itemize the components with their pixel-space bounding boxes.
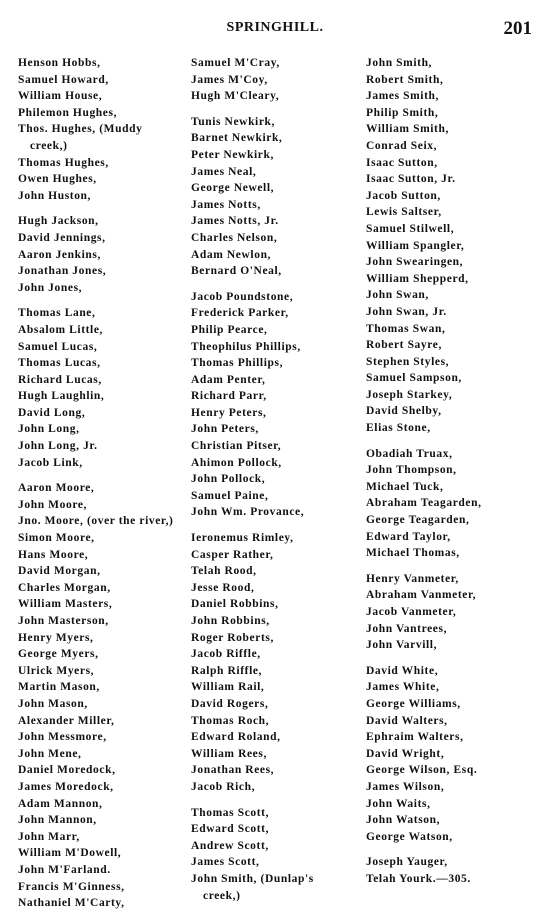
name-entry: Isaac Sutton, [366,156,438,169]
name-entry: John Long, Jr. [18,440,98,453]
name-entry: John Pollock, [191,473,266,486]
name-entry: David Long, [18,406,86,419]
name-entry: John Swan, [366,289,429,302]
name-entry: Bernard O'Neal, [191,265,282,278]
name-entry: Tunis Newkirk, [191,115,276,128]
name-entry: William M'Dowell, [18,847,122,860]
name-column-1 [18,55,176,912]
page-header [0,18,550,42]
name-entry: Thomas Scott, [191,806,270,819]
name-entry: Ephraim Walters, [366,731,464,744]
name-entry: Henry Myers, [18,631,94,644]
name-entry: Robert Sayre, [366,339,442,352]
name-entry: Jacob Sutton, [366,189,441,202]
name-entry: Jacob Poundstone, [191,290,294,303]
name-entry: Thomas Hughes, [18,156,109,169]
name-entry: George Wilson, Esq. [366,764,478,777]
name-entry: Samuel Lucas, [18,340,98,353]
name-entry: Hans Moore, [18,548,89,561]
name-entry: William House, [18,90,103,103]
name-entry: Henson Hobbs, [18,57,101,69]
name-entry: William Rees, [191,747,267,760]
name-entry: James Scott, [191,856,260,869]
name-entry: Edward Roland, [191,731,281,744]
name-entry: Charles Nelson, [191,231,278,244]
group-spacer [366,437,536,446]
name-entry: Martin Mason, [18,681,100,694]
name-entry: Jesse Rood, [191,581,255,594]
name-entry: Samuel Howard, [18,73,109,86]
name-entry: Thomas Swan, [366,322,446,335]
name-entry: Thomas Phillips, [191,357,284,370]
name-entry: Michael Tuck, [366,480,444,493]
name-entry: Lewis Saltser, [366,206,442,219]
name-entry: Charles Morgan, [18,581,111,594]
name-entry: John Robbins, [191,615,270,627]
name-entry: James White, [366,681,440,694]
name-entry: Adam Mannon, [18,797,103,810]
group-spacer [18,471,176,480]
name-entry: David Jennings, [18,231,106,244]
name-entry: Andrew Scott, [191,839,269,852]
name-entry: Isaac Sutton, Jr. [366,173,456,186]
name-entry: John Wm. Provance, [191,506,305,519]
name-entry: Thos. Hughes, (Muddy creek,) [18,123,143,152]
name-entry: John Messmore, [18,731,107,744]
name-entry: John Watson, [366,814,441,827]
name-entry: James Moredock, [18,780,114,793]
name-entry: John Mannon, [18,814,97,827]
name-entry: John M'Farland. [18,863,111,876]
name-entry: Aaron Jenkins, [18,248,101,261]
name-entry: Philip Smith, [366,106,439,119]
name-entry: William Shepperd, [366,272,469,285]
group-spacer [191,796,351,805]
name-entry: Peter Newkirk, [191,148,274,161]
name-entry: John Waits, [366,797,431,810]
group-spacer [366,845,536,854]
name-entry: Ahimon Pollock, [191,456,282,469]
group-spacer [18,204,176,213]
name-entry: Jacob Riffle, [191,648,261,661]
name-entry: Stephen Styles, [366,355,450,368]
name-entry: Adam Penter, [191,373,266,386]
name-entry: John Moore, [18,498,87,511]
name-entry: Simon Moore, [18,532,95,545]
name-entry: Ulrick Myers, [18,664,95,677]
name-entry: Ralph Riffle, [191,664,263,677]
name-entry: Thomas Lucas, [18,357,101,370]
name-entry: Richard Lucas, [18,373,102,386]
name-entry: Daniel Moredock, [18,764,116,777]
name-entry: John Varvill, [366,639,438,652]
name-entry: William Spangler, [366,239,465,252]
name-entry: Nathaniel M'Carty, [18,897,125,910]
page-number: 201 [503,18,532,39]
name-entry: William Smith, [366,123,449,136]
group-spacer [18,296,176,305]
name-entry: Casper Rather, [191,548,274,561]
name-entry: Jonathan Rees, [191,764,275,777]
name-entry: Jacob Vanmeter, [366,606,457,618]
name-entry: Adam Newlon, [191,248,272,261]
name-entry: Ieronemus Rimley, [191,532,294,545]
name-entry: Hugh Laughlin, [18,390,105,403]
name-entry: David Walters, [366,714,448,727]
name-entry: Philip Pearce, [191,323,268,336]
name-entry: Samuel Paine, [191,489,269,502]
name-entry: David Morgan, [18,565,101,578]
name-entry: James Wilson, [366,780,445,793]
name-entry: Henry Peters, [191,406,267,419]
name-entry: Absalom Little, [18,323,104,336]
group-spacer [366,654,536,663]
name-entry: Edward Taylor, [366,530,451,543]
name-entry: Hugh M'Cleary, [191,90,280,103]
name-entry: Henry Vanmeter, [366,572,459,585]
name-entry: Joseph Starkey, [366,388,453,401]
name-entry: George Williams, [366,697,461,710]
name-entry: Theophilus Phillips, [191,340,301,353]
name-entry: Daniel Robbins, [191,598,279,611]
name-entry: Telah Yourk.—305. [366,872,471,885]
name-entry: John Thompson, [366,464,457,477]
group-spacer [191,105,351,114]
name-entry: Thomas Lane, [18,307,96,320]
name-entry: Abraham Teagarden, [366,497,482,510]
name-entry: John Vantrees, [366,622,448,635]
name-entry: Richard Parr, [191,390,267,403]
name-entry: Abraham Vanmeter, [366,589,477,602]
name-entry: William Masters, [18,598,113,611]
name-entry: James M'Coy, [191,73,268,86]
name-entry: Jacob Rich, [191,780,256,793]
name-entry: George Myers, [18,648,99,661]
group-spacer [366,562,536,571]
name-entry: George Newell, [191,182,275,195]
name-entry: Hugh Jackson, [18,215,99,228]
group-spacer [191,521,351,530]
name-entry: Conrad Seix, [366,139,438,152]
name-entry: John Mene, [18,747,82,760]
name-entry: Alexander Miller, [18,714,115,727]
name-entry: John Huston, [18,189,92,202]
name-entry: William Rail, [191,681,265,694]
name-entry: Aaron Moore, [18,482,95,495]
name-entry: Jacob Link, [18,456,83,469]
name-entry: Edward Scott, [191,823,270,836]
name-entry: Roger Roberts, [191,631,274,644]
name-entry: John Smith, [366,57,433,69]
name-entry: John Mason, [18,697,88,710]
name-entry: Joseph Yauger, [366,856,448,869]
name-entry: Samuel M'Cray, [191,57,280,69]
name-entry: Samuel Stilwell, [366,222,455,235]
name-entry: George Watson, [366,830,453,843]
page-title: SPRINGHILL. [226,20,324,35]
name-entry: Robert Smith, [366,73,444,86]
name-entry: James Smith, [366,90,440,103]
name-entry: Jonathan Jones, [18,265,107,278]
name-entry: John Marr, [18,830,80,843]
name-entry: Philemon Hughes, [18,106,118,119]
name-entry: Jno. Moore, (over the river,) [18,515,174,528]
name-entry: John Peters, [191,423,259,436]
name-entry: Barnet Newkirk, [191,132,283,145]
name-entry: Samuel Sampson, [366,372,462,385]
name-entry: Thomas Roch, [191,714,270,727]
name-entry: Michael Thomas, [366,547,460,560]
name-entry: John Swan, Jr. [366,305,447,318]
name-entry: David Rogers, [191,697,269,710]
name-entry: David Wright, [366,747,445,760]
name-entry: David Shelby, [366,405,442,418]
name-entry: Christian Pitser, [191,440,282,453]
name-entry: John Jones, [18,281,83,294]
name-column-2 [191,55,351,904]
name-entry: James Notts, Jr. [191,215,279,228]
name-entry: Owen Hughes, [18,173,97,186]
name-entry: James Neal, [191,165,257,178]
name-entry: John Long, [18,423,80,436]
name-entry: John Smith, (Dunlap's creek,) [191,872,314,902]
name-entry: Frederick Parker, [191,307,289,320]
name-entry: Obadiah Truax, [366,447,453,460]
name-entry: David White, [366,664,439,677]
name-entry: George Teagarden, [366,514,470,527]
name-entry: Telah Rood, [191,565,257,578]
name-entry: James Notts, [191,198,261,211]
group-spacer [191,280,351,289]
name-entry: John Swearingen, [366,256,464,269]
name-entry: Elias Stone, [366,422,431,435]
name-entry: Francis M'Ginness, [18,880,125,893]
name-column-3 [366,55,536,888]
name-entry: John Masterson, [18,615,109,627]
